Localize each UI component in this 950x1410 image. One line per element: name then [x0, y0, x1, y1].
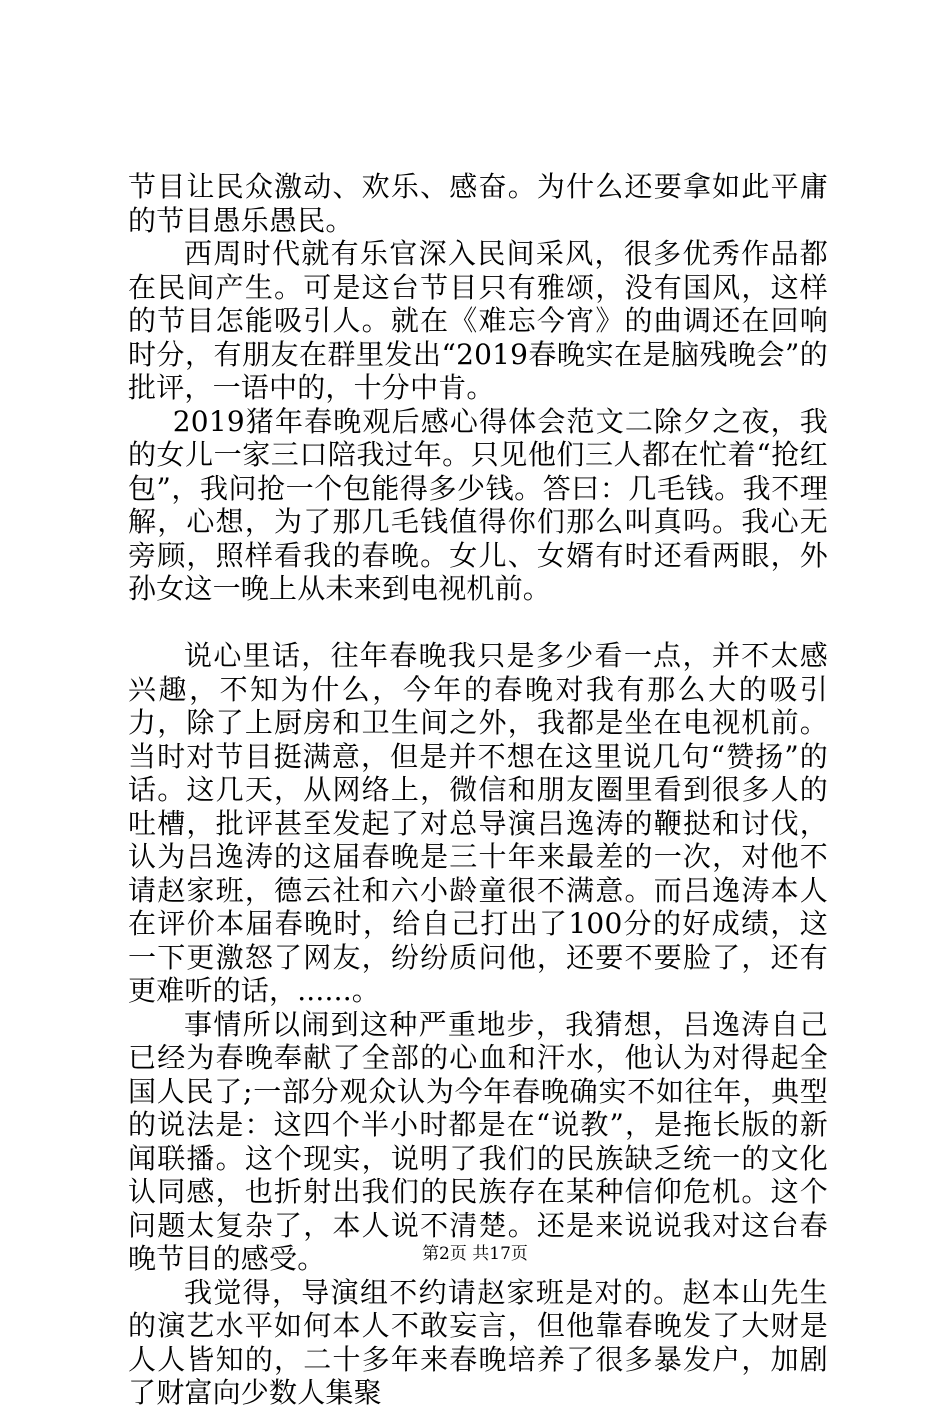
paragraph-3: 2019猪年春晚观后感心得体会范文二除夕之夜，我的女儿一家三口陪我过年。只见他们三人都在忙着“抢红包”，我问抢一个包能得多少钱。答曰：几毛钱。我不理解，心想，为了那几毛钱值得你们那么叫真吗。我心无旁顾，照样看我的春晚。女儿、女婿有时还看两眼，外孙女这一晚上从未来到电视机前。: [128, 404, 828, 605]
paragraph-4: 说心里话，往年春晚我只是多少看一点，并不太感兴趣，不知为什么，今年的春晚对我有那么大的吸引力，除了上厨房和卫生间之外，我都是坐在电视机前。当时对节目挺满意，但是并不想在这里说几句“赞扬”的话。这几天，从网络上，微信和朋友圈里看到很多人的吐槽，批评甚至发起了对总导演吕逸涛的鞭挞和讨伐，认为吕逸涛的这届春晚是三十年来最差的一次，对他不请赵家班，德云社和六小龄童很不满意。而吕逸涛本人在评价本届春晚时，给自己打出了100分的好成绩，这一下更激怒了网友，纷纷质问他，还要不要脸了，还有更难听的话，......。: [128, 639, 828, 1007]
paragraph-1: 节目让民众激动、欢乐、感奋。为什么还要拿如此平庸的节目愚乐愚民。: [128, 170, 828, 237]
paragraph-spacer: [128, 606, 828, 640]
paragraph-5: 事情所以闹到这种严重地步，我猜想，吕逸涛自己已经为春晚奉献了全部的心血和汗水，他认为对得起全国人民了;一部分观众认为今年春晚确实不如往年，典型的说法是：这四个半小时都是在“说教”，是拖长版的新闻联播。这个现实，说明了我们的民族缺乏统一的文化认同感，也折射出我们的民族存在某种信仰危机。这个问题太复杂了，本人说不清楚。还是来说说我对这台春晚节目的感受。: [128, 1007, 828, 1275]
page-number-label: 第2页 共17页: [422, 1244, 528, 1264]
page-footer: [0, 1243, 950, 1265]
paragraph-2: 西周时代就有乐官深入民间采风，很多优秀作品都在民间产生。可是这台节目只有雅颂，没有国风，这样的节目怎能吸引人。就在《难忘今宵》的曲调还在回响时分，有朋友在群里发出“2019春晚实在是脑残晚会”的批评，一语中的，十分中肯。: [128, 237, 828, 404]
paragraph-6: 我觉得，导演组不约请赵家班是对的。赵本山先生的演艺水平如何本人不敢妄言，但他靠春晚发了大财是人人皆知的，二十多年来春晚培养了很多暴发户，加剧了财富向少数人集聚: [128, 1275, 828, 1409]
document-body: [128, 170, 828, 1410]
